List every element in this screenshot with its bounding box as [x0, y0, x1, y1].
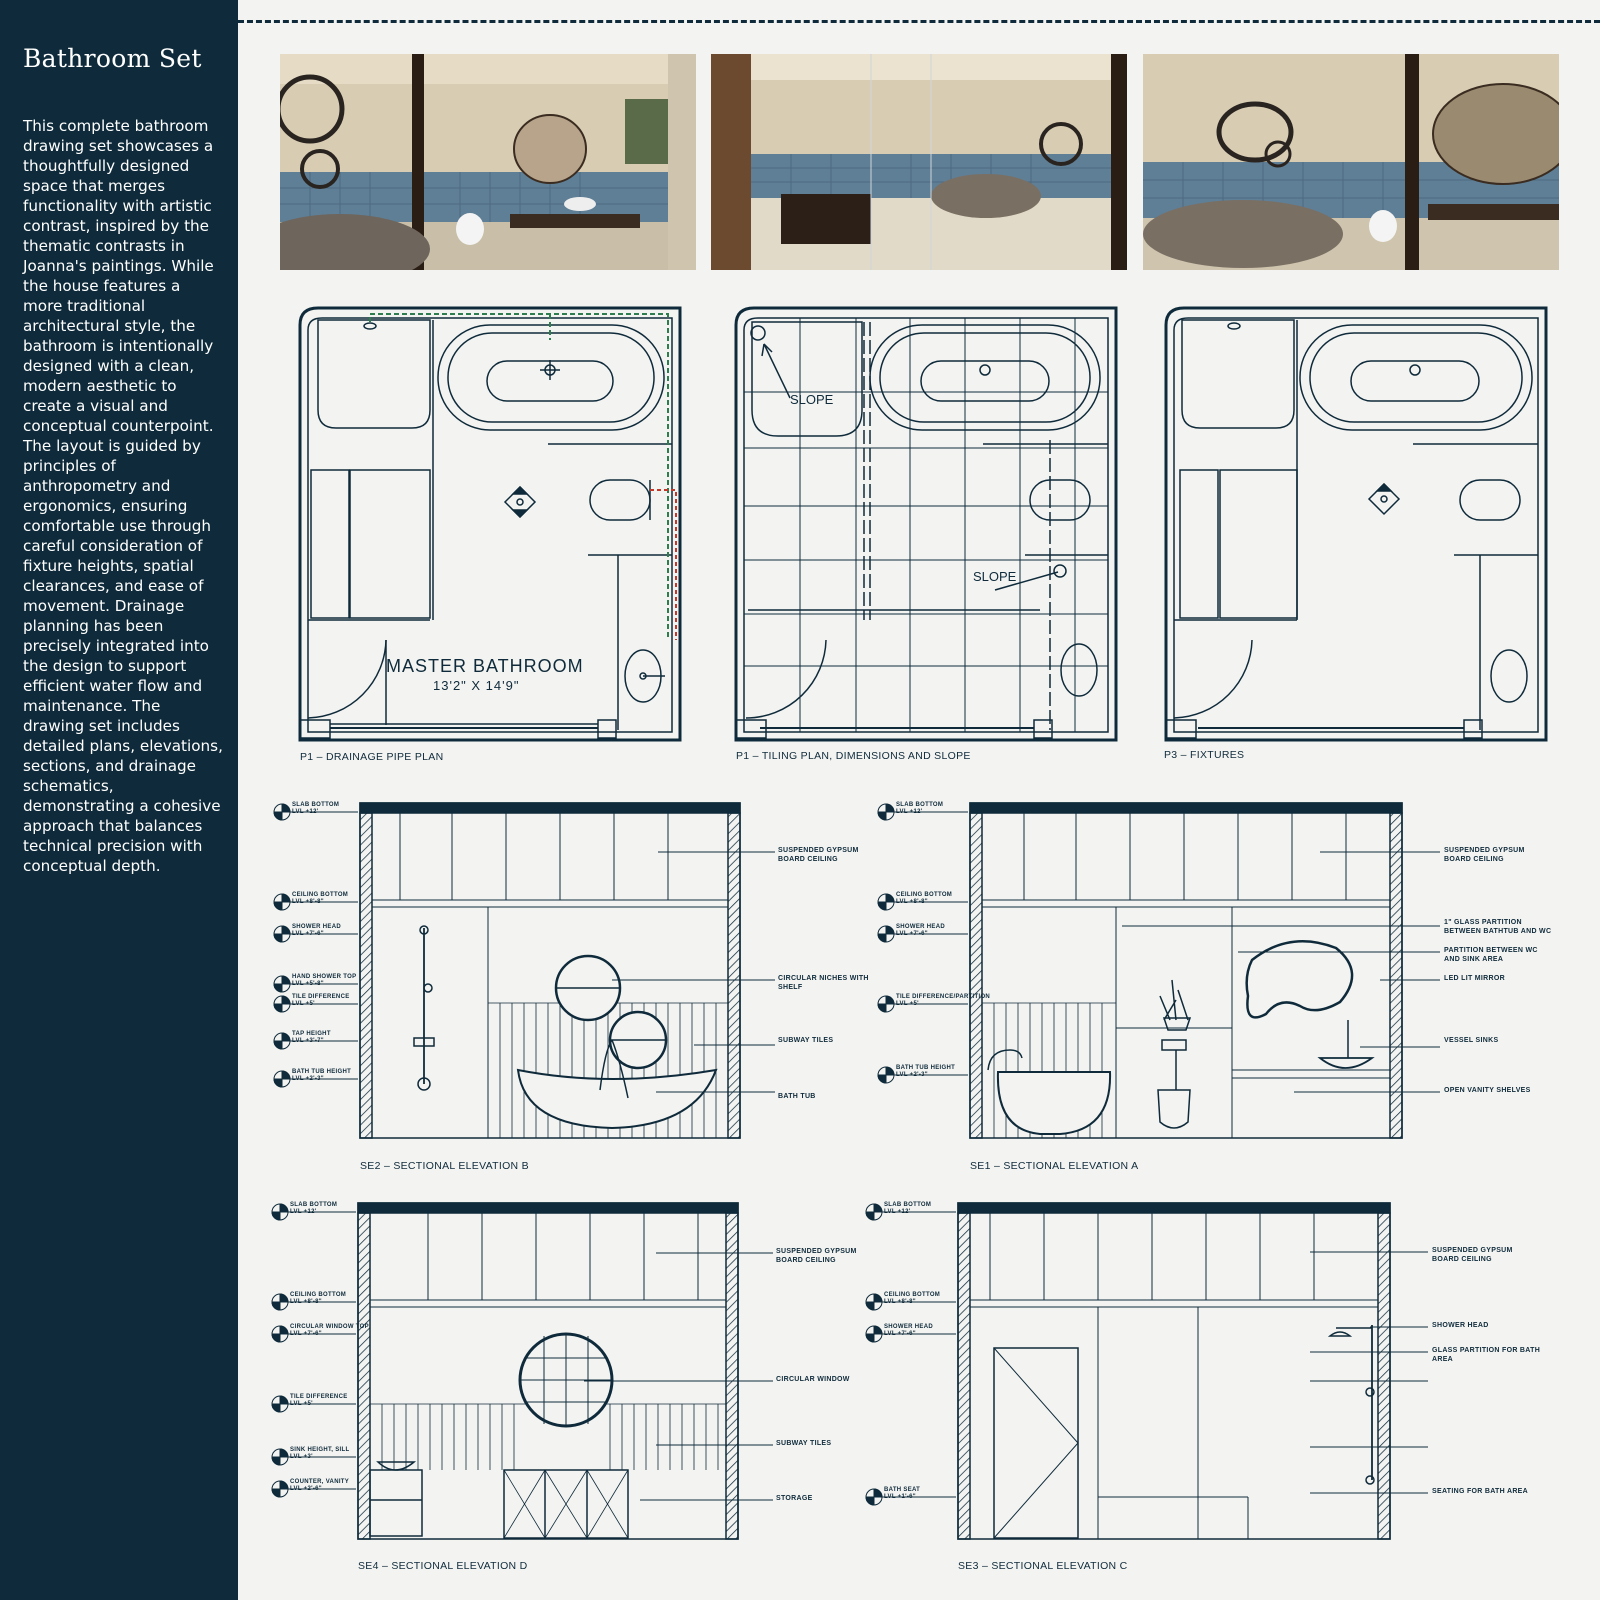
note-label-se1-5: OPEN VANITY SHELVES [1444, 1087, 1531, 1094]
note-label-se3-2: GLASS PARTITION FOR BATH AREA [1432, 1347, 1541, 1363]
level-label-se2-1: CEILING BOTTOM LVL +8'-8" [292, 892, 349, 905]
note-leaders [584, 852, 1440, 1500]
note-label-se1-3: LED LIT MIRROR [1444, 975, 1505, 982]
note-label-se2-3: BATH TUB [778, 1093, 816, 1100]
level-label-se1-0: SLAB BOTTOM LVL +12' [896, 802, 944, 815]
sidebar-description: This complete bathroom drawing set showcases a thoughtfully designed space that merges functionality with artistic contrast, inspired by the thematic contrasts in Joanna's paintings. While the house features a more traditional architectural style, the bathroom is intentionally designed with a clean, modern aesthetic to create a visual and conceptual counterpoint. The layout is guided by principles of anthropometry and ergonomics, ensuring comfortable use through careful consideration of fixture heights, spatial clearances, and ease of movement. Drainage planning has been precisely integrated into the design to support efficient water flow and maintenance. The drawing set includes detailed plans, elevations, sections, and drainage schematics, demonstrating a cohesive approach that balances technical precision with conceptual depth. [23, 117, 223, 875]
level-label-se3-0: SLAB BOTTOM LVL +12' [884, 1202, 932, 1215]
level-markers [272, 804, 968, 1505]
elevation-se1 [970, 803, 1402, 1138]
level-label-se4-5: COUNTER, VANITY LVL +2'-6" [290, 1479, 350, 1492]
level-label-se2-6: BATH TUB HEIGHT LVL +2'-3" [292, 1069, 352, 1082]
sidebar-title: Bathroom Set [23, 44, 202, 73]
note-label-se1-4: VESSEL SINKS [1444, 1037, 1499, 1044]
level-label-se2-0: SLAB BOTTOM LVL +12' [292, 802, 340, 815]
note-label-se1-0: SUSPENDED GYPSUM BOARD CEILING [1444, 847, 1525, 863]
note-label-se1-1: 1" GLASS PARTITION BETWEEN BATHTUB AND WC [1444, 919, 1552, 935]
caption-se2: SE2 – SECTIONAL ELEVATION B [360, 1160, 529, 1172]
level-label-se1-4: BATH TUB HEIGHT LVL +2'-3" [896, 1065, 956, 1078]
level-label-se3-1: CEILING BOTTOM LVL +8'-8" [884, 1292, 941, 1305]
level-label-se4-0: SLAB BOTTOM LVL +12' [290, 1202, 338, 1215]
level-label-se1-1: CEILING BOTTOM LVL +8'-8" [896, 892, 953, 905]
note-label-se3-1: SHOWER HEAD [1432, 1322, 1489, 1329]
level-label-se4-4: SINK HEIGHT, SILL LVL +3' [290, 1447, 350, 1460]
note-label-se4-0: SUSPENDED GYPSUM BOARD CEILING [776, 1248, 857, 1264]
level-label-se4-2: CIRCULAR WINDOW TOP LVL +7'-6" [290, 1324, 369, 1337]
caption-se1: SE1 – SECTIONAL ELEVATION A [970, 1160, 1139, 1172]
slope-label-2: SLOPE [973, 569, 1017, 584]
level-label-se2-3: HAND SHOWER TOP LVL +5'-8" [292, 974, 357, 987]
level-label-se1-3: TILE DIFFERENCE/PARTITION LVL +5' [896, 994, 991, 1007]
level-label-se2-2: SHOWER HEAD LVL +7'-6" [292, 924, 341, 937]
level-label-se4-3: TILE DIFFERENCE LVL +5' [290, 1394, 348, 1407]
note-label-se2-0: SUSPENDED GYPSUM BOARD CEILING [778, 847, 859, 863]
caption-se4: SE4 – SECTIONAL ELEVATION D [358, 1560, 528, 1572]
level-label-se3-3: BATH SEAT LVL +1'-6" [884, 1487, 921, 1500]
room-size: 13'2" X 14'9" [433, 678, 520, 693]
level-label-se2-5: TAP HEIGHT LVL +3'-7" [292, 1031, 331, 1044]
level-label-se4-1: CEILING BOTTOM LVL +8'-8" [290, 1292, 347, 1305]
caption-p1-drainage: P1 – DRAINAGE PIPE PLAN [300, 751, 444, 763]
elevation-se3 [958, 1203, 1390, 1539]
level-label-se2-4: TILE DIFFERENCE LVL +5' [292, 994, 350, 1007]
note-label-se2-2: SUBWAY TILES [778, 1037, 834, 1044]
note-label-se2-1: CIRCULAR NICHES WITH SHELF [778, 975, 869, 991]
slope-label-1: SLOPE [790, 392, 834, 407]
note-label-se4-3: STORAGE [776, 1495, 813, 1502]
caption-p1-tiling: P1 – TILING PLAN, DIMENSIONS AND SLOPE [736, 750, 971, 762]
caption-se3: SE3 – SECTIONAL ELEVATION C [958, 1560, 1128, 1572]
level-label-se3-2: SHOWER HEAD LVL +7'-6" [884, 1324, 933, 1337]
plan-tiling [736, 308, 1116, 740]
note-label-se1-2: PARTITION BETWEEN WC AND SINK AREA [1444, 947, 1538, 963]
note-label-se4-2: SUBWAY TILES [776, 1440, 832, 1447]
note-label-se3-3: SEATING FOR BATH AREA [1432, 1488, 1529, 1495]
room-name: MASTER BATHROOM [386, 656, 584, 676]
level-label-se1-2: SHOWER HEAD LVL +7'-6" [896, 924, 945, 937]
note-label-se3-0: SUSPENDED GYPSUM BOARD CEILING [1432, 1247, 1513, 1263]
plan-fixtures [1166, 308, 1546, 740]
elevation-se2 [360, 803, 740, 1138]
note-label-se4-1: CIRCULAR WINDOW [776, 1376, 850, 1383]
caption-p3-fixtures: P3 – FIXTURES [1164, 749, 1245, 761]
